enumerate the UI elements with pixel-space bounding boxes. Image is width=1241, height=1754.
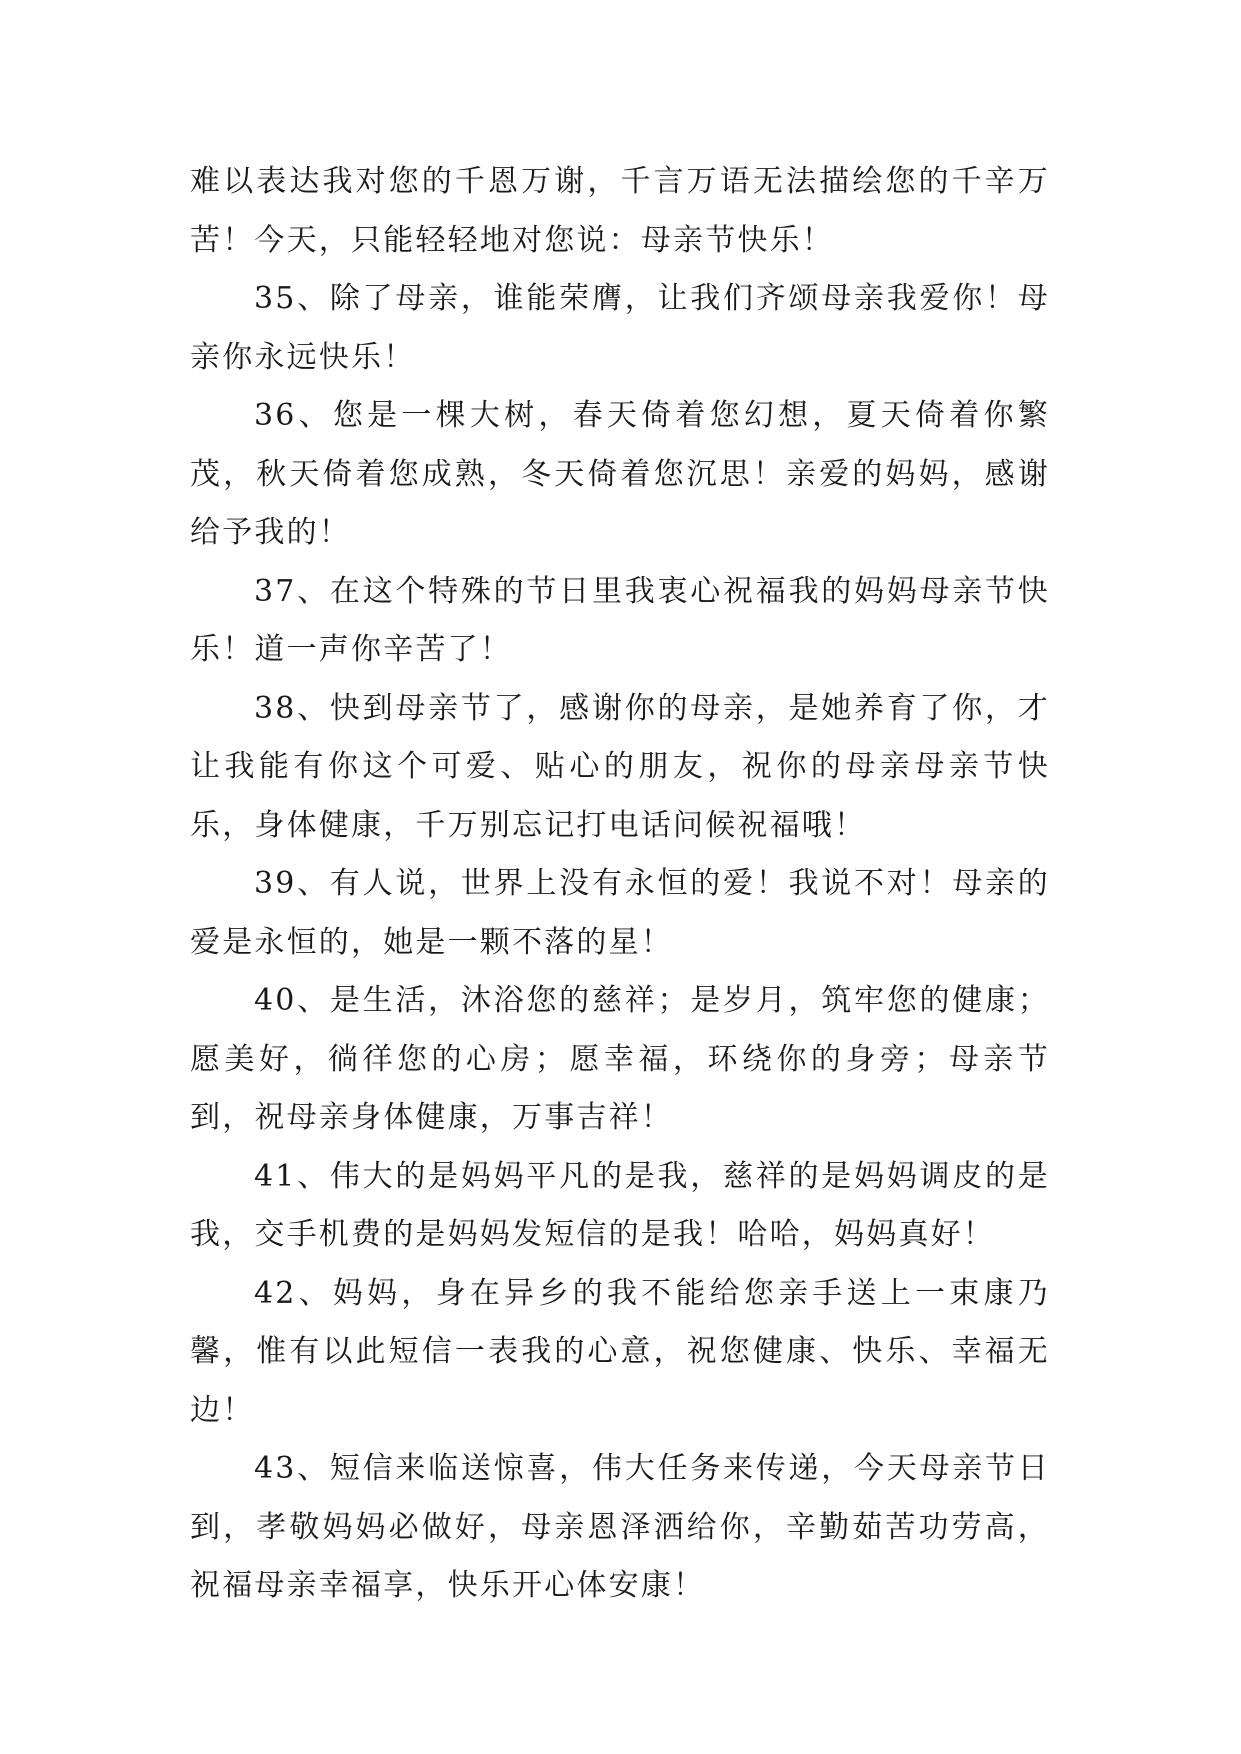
paragraph-item-39: 39、有人说，世界上没有永恒的爱！我说不对！母亲的爱是永恒的，她是一颗不落的星！ <box>190 866 1050 960</box>
paragraph-item-37: 37、在这个特殊的节日里我衷心祝福我的妈妈母亲节快乐！道一声你辛苦了！ <box>190 573 1050 667</box>
paragraph-item-42: 42、妈妈，身在异乡的我不能给您亲手送上一束康乃馨，惟有以此短信一表我的心意，祝您健康、快乐、幸福无边！ <box>190 1275 1050 1428</box>
paragraph-item-35: 35、除了母亲，谁能荣膺，让我们齐颂母亲我爱你！母亲你永远快乐！ <box>190 281 1050 375</box>
paragraph-item-36: 36、您是一棵大树，春天倚着您幻想，夏天倚着你繁茂，秋天倚着您成熟，冬天倚着您沉思！亲爱的妈妈，感谢给予我的！ <box>190 398 1050 550</box>
paragraph-continuation: 难以表达我对您的千恩万谢，千言万语无法描绘您的千辛万苦！今天，只能轻轻地对您说：母亲节快乐！ <box>190 164 1050 258</box>
document-body <box>190 153 1050 1616</box>
paragraph-item-43: 43、短信来临送惊喜，伟大任务来传递，今天母亲节日到，孝敬妈妈必做好，母亲恩泽洒给你，辛勤茹苦功劳高，祝福母亲幸福享，快乐开心体安康！ <box>190 1451 1050 1603</box>
paragraph-item-40: 40、是生活，沐浴您的慈祥；是岁月，筑牢您的健康；愿美好，徜徉您的心房；愿幸福，环绕你的身旁；母亲节到，祝母亲身体健康，万事吉祥！ <box>190 983 1050 1135</box>
paragraph-item-38: 38、快到母亲节了，感谢你的母亲，是她养育了你，才让我能有你这个可爱、贴心的朋友，祝你的母亲母亲节快乐，身体健康，千万别忘记打电话问候祝福哦！ <box>190 690 1050 843</box>
paragraph-item-41: 41、伟大的是妈妈平凡的是我，慈祥的是妈妈调皮的是我，交手机费的是妈妈发短信的是我！哈哈，妈妈真好！ <box>190 1158 1050 1252</box>
